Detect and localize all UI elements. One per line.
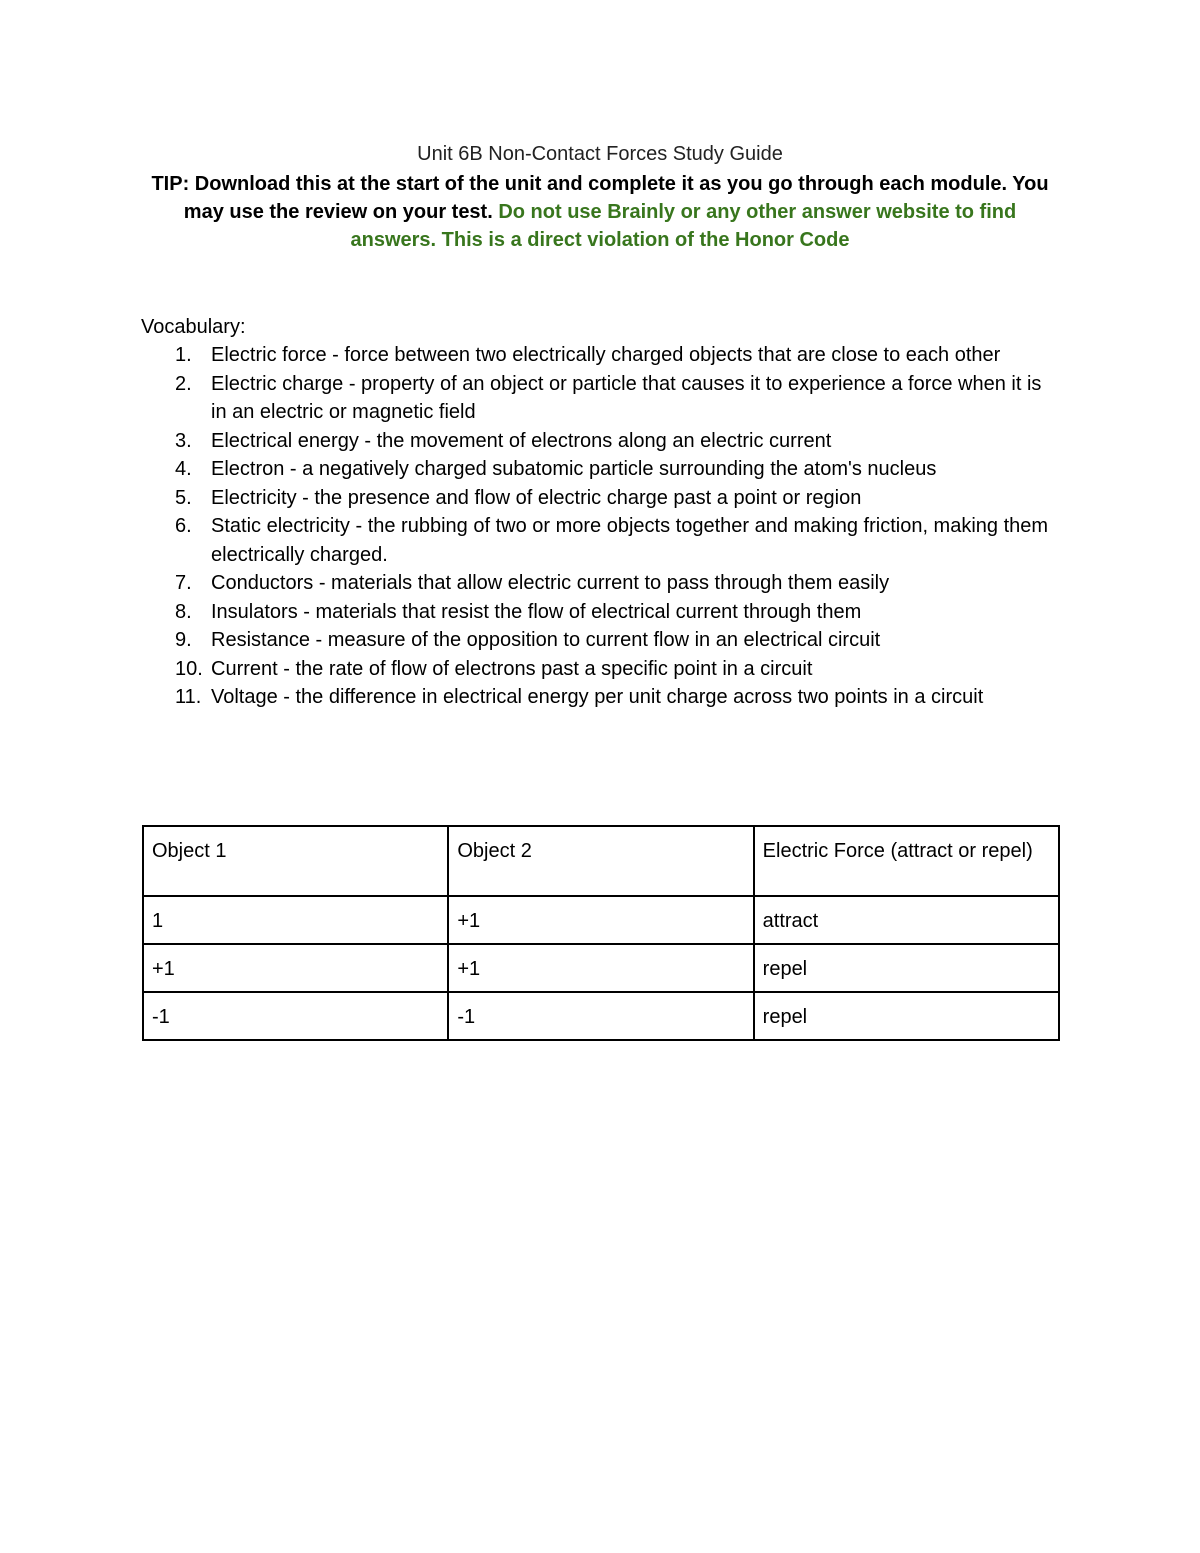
vocabulary-list bbox=[141, 341, 1061, 712]
vocab-item bbox=[141, 341, 1061, 370]
page-title: Unit 6B Non-Contact Forces Study Guide bbox=[417, 143, 783, 165]
table-cell: -1 bbox=[143, 992, 448, 1040]
vocab-text: Electric force - force between two electrically charged objects that are close to each other bbox=[211, 344, 1001, 366]
table-header-cell: Object 2 bbox=[448, 826, 753, 896]
vocab-item bbox=[141, 683, 1061, 712]
table-cell: repel bbox=[754, 992, 1059, 1040]
vocab-item bbox=[141, 370, 1061, 427]
vocab-item bbox=[141, 427, 1061, 456]
vocab-number: 8. bbox=[175, 600, 192, 623]
table-header-cell: Object 1 bbox=[143, 826, 448, 896]
vocab-text: Resistance - measure of the opposition to current flow in an electrical circuit bbox=[211, 629, 881, 651]
table-row bbox=[143, 992, 1059, 1040]
vocabulary-heading: Vocabulary: bbox=[141, 316, 246, 338]
table-row bbox=[143, 944, 1059, 992]
table-cell: attract bbox=[754, 896, 1059, 944]
table-cell: 1 bbox=[143, 896, 448, 944]
table-cell: +1 bbox=[143, 944, 448, 992]
electric-force-table bbox=[142, 825, 1060, 1041]
vocab-item bbox=[141, 598, 1061, 627]
table-cell: repel bbox=[754, 944, 1059, 992]
honor-code-warning: Do not use Brainly or any other answer website to find answers. This is a direct violation of the Honor Code bbox=[350, 201, 1017, 251]
table-header-row bbox=[143, 826, 1059, 896]
vocab-number: 11. bbox=[175, 686, 202, 708]
vocab-item bbox=[141, 484, 1061, 513]
vocab-number: 10. bbox=[175, 657, 203, 680]
vocab-text: Electric charge - property of an object or particle that causes it to experience a force when it is in an electric or magnetic field bbox=[211, 372, 1042, 423]
vocab-number: 1. bbox=[175, 344, 192, 366]
vocab-item bbox=[141, 569, 1061, 598]
vocab-text: Electrical energy - the movement of electrons along an electric current bbox=[211, 429, 832, 452]
vocab-item bbox=[141, 455, 1061, 484]
vocab-text: Current - the rate of flow of electrons past a specific point in a circuit bbox=[211, 657, 813, 680]
vocab-number: 5. bbox=[175, 486, 192, 509]
vocab-text: Conductors - materials that allow electric current to pass through them easily bbox=[211, 572, 890, 594]
vocab-text: Static electricity - the rubbing of two or more objects together and making friction, making them electrically charged. bbox=[211, 515, 1049, 566]
vocab-number: 9. bbox=[175, 629, 192, 651]
table-cell: +1 bbox=[448, 944, 753, 992]
table-cell: -1 bbox=[448, 992, 753, 1040]
vocab-number: 2. bbox=[175, 372, 192, 395]
vocab-item bbox=[141, 655, 1061, 684]
tip-paragraph bbox=[150, 170, 1050, 254]
vocab-number: 7. bbox=[175, 572, 192, 594]
vocab-text: Insulators - materials that resist the flow of electrical current through them bbox=[211, 600, 862, 623]
table-row bbox=[143, 896, 1059, 944]
vocab-item bbox=[141, 626, 1061, 655]
vocab-text: Voltage - the difference in electrical energy per unit charge across two points in a circuit bbox=[211, 686, 984, 708]
tip-bold-text: TIP: Download this at the start of the unit and complete it as you go through each module. You may use the review on your test. bbox=[151, 173, 1049, 223]
vocab-number: 6. bbox=[175, 515, 192, 537]
table-cell: +1 bbox=[448, 896, 753, 944]
vocab-number: 4. bbox=[175, 458, 192, 480]
vocab-item bbox=[141, 512, 1061, 569]
table-header-cell: Electric Force (attract or repel) bbox=[754, 826, 1059, 896]
vocab-text: Electron - a negatively charged subatomic particle surrounding the atom's nucleus bbox=[211, 458, 937, 480]
vocab-number: 3. bbox=[175, 429, 192, 452]
vocab-text: Electricity - the presence and flow of electric charge past a point or region bbox=[211, 486, 862, 509]
